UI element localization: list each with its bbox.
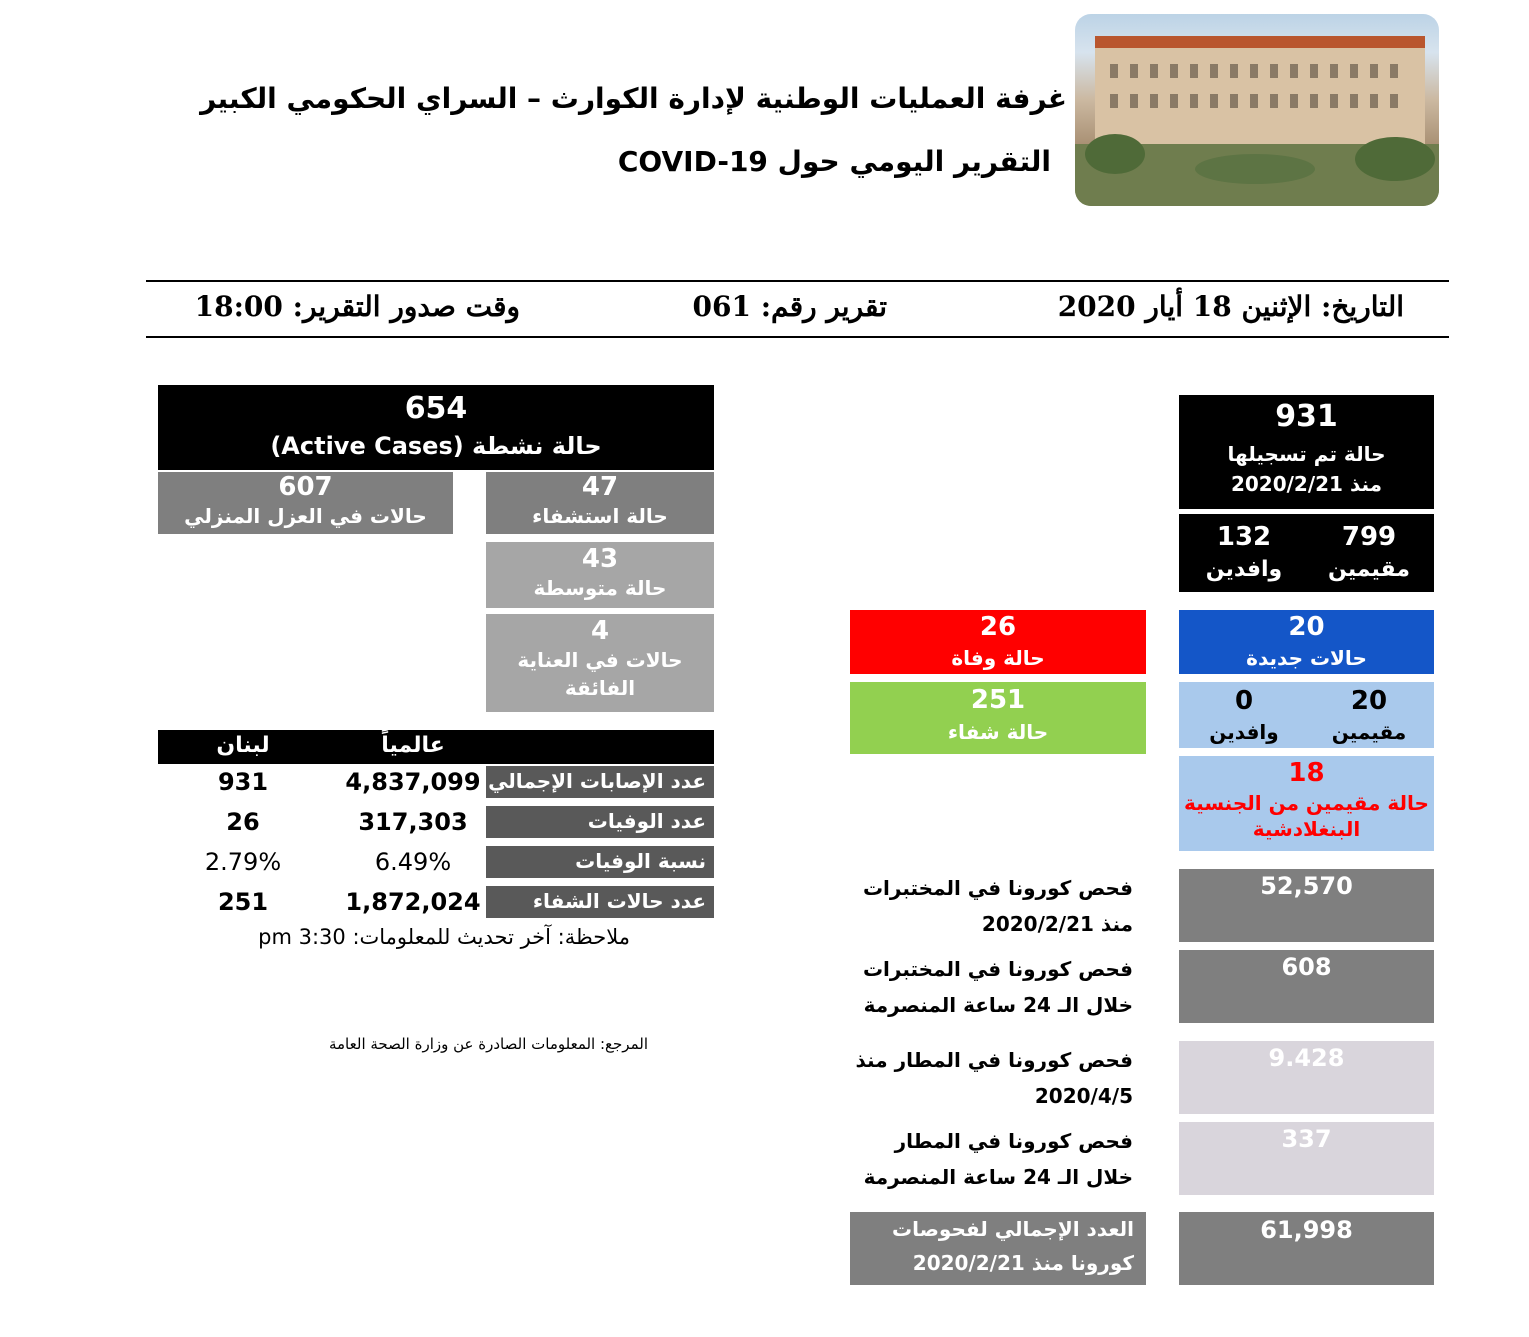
- lab-tests-total-label-line1: فحص كورونا في المختبرات: [862, 876, 1133, 900]
- report-title: غرفة العمليات الوطنية لإدارة الكوارث – السراي الحكومي الكبير: [200, 82, 1067, 115]
- lab-tests-24h-label-line2: خلال الـ 24 ساعة المنصرمة: [863, 993, 1133, 1017]
- bangladeshi-label-line1: حالة مقيمين من الجنسية: [1184, 791, 1429, 815]
- new-residents-label: مقيمين: [1331, 720, 1407, 744]
- recovered-label: حالة شفاء: [947, 720, 1049, 744]
- update-note: ملاحظة: آخر تحديث للمعلومات: 3:30 pm: [258, 925, 630, 949]
- row-label-deaths: عدد الوفيات: [486, 806, 714, 838]
- total-tests-label-box: [850, 1212, 1146, 1285]
- total-tests-box: [1179, 1212, 1434, 1285]
- arrivals-label: وافدين: [1205, 557, 1283, 582]
- airport-tests-total-box: [1179, 1041, 1434, 1114]
- row-label-total-cases: عدد الإصابات الإجمالي: [486, 766, 714, 798]
- total-tests-label-line1: العدد الإجمالي لفحوصات: [891, 1217, 1134, 1241]
- arrivals-value: 132: [1216, 522, 1272, 552]
- registered-cases-count: 931: [1275, 399, 1338, 434]
- lab-tests-total-box: [1179, 869, 1434, 942]
- comparison-header: [158, 730, 714, 764]
- registered-breakdown-box: [1179, 514, 1434, 592]
- icu-box: [486, 614, 714, 712]
- icu-label-line2: الفائقة: [564, 676, 636, 700]
- row-label-recovered: عدد حالات الشفاء: [486, 886, 714, 918]
- registered-cases-label: حالة تم تسجيلها: [1227, 442, 1386, 466]
- registered-since: منذ 2020/2/21: [1230, 472, 1383, 496]
- icu-value: 4: [590, 616, 610, 646]
- lebanon-value: 26: [226, 808, 260, 836]
- airport-tests-24h-label-line2: خلال الـ 24 ساعة المنصرمة: [863, 1165, 1133, 1189]
- new-arrivals-label: وافدين: [1209, 720, 1279, 744]
- lebanon-value: 251: [217, 888, 269, 916]
- airport-tests-total-label: [856, 1042, 1134, 1114]
- new-residents-value: 20: [1350, 686, 1388, 716]
- row-label-death-rate: نسبة الوفيات: [486, 846, 714, 878]
- top-rule: [146, 280, 1449, 282]
- global-value: 4,837,099: [345, 768, 481, 796]
- home-isolation-label: حالات في العزل المنزلي: [184, 504, 427, 528]
- grand-serail-photo: [1075, 14, 1439, 206]
- new-cases-label: حالات جديدة: [1246, 646, 1367, 670]
- airport-tests-24h-label: [864, 1123, 1133, 1195]
- home-isolation-box: [158, 472, 453, 534]
- lab-tests-24h-box: [1179, 950, 1434, 1023]
- bottom-rule: [146, 336, 1449, 338]
- global-value: 1,872,024: [345, 888, 481, 916]
- header-global: عالمياً: [381, 733, 445, 758]
- lebanon-value: 2.79%: [204, 848, 282, 876]
- issue-time: وقت صدور التقرير: 18:00: [194, 290, 520, 323]
- new-cases-value: 20: [1288, 612, 1325, 642]
- source-note: المرجع: المعلومات الصادرة عن وزارة الصحة العامة: [328, 1035, 648, 1053]
- deaths-label: حالة وفاة: [951, 646, 1045, 670]
- report-subtitle: التقرير اليومي حول COVID-19: [617, 145, 1051, 178]
- lab-tests-24h-value: 608: [1281, 953, 1332, 981]
- global-value: 317,303: [358, 808, 468, 836]
- total-tests-label-line2: كورونا منذ 2020/2/21: [912, 1251, 1134, 1275]
- deaths-box: [850, 610, 1146, 674]
- registered-residents: [1314, 518, 1424, 584]
- moderate-box: [486, 542, 714, 608]
- lab-tests-24h-label: [863, 951, 1133, 1023]
- airport-tests-total-value: 9.428: [1268, 1044, 1345, 1072]
- lebanon-value: 931: [217, 768, 269, 796]
- new-cases-box: [1179, 610, 1434, 674]
- recovered-value: 251: [970, 685, 1026, 715]
- icu-label-line1: حالات في العناية: [517, 648, 683, 672]
- registered-arrivals: [1189, 518, 1299, 584]
- hospitalized-label: حالة استشفاء: [532, 504, 668, 528]
- new-arrivals-value: 0: [1234, 686, 1254, 716]
- active-cases-label: حالة نشطة (Active Cases): [270, 432, 602, 460]
- total-tests-value: 61,998: [1260, 1216, 1353, 1244]
- moderate-label: حالة متوسطة: [533, 576, 667, 600]
- active-cases-box: [158, 385, 714, 470]
- deaths-value: 26: [979, 612, 1017, 642]
- global-value: 6.49%: [374, 848, 452, 876]
- new-residents: [1314, 684, 1424, 746]
- registered-cases-box: [1179, 395, 1434, 509]
- bangladeshi-label-line2: البنغلادشية: [1252, 817, 1361, 841]
- bangladeshi-cases-box: [1179, 756, 1434, 851]
- airport-tests-24h-label-line1: فحص كورونا في المطار: [894, 1129, 1133, 1153]
- lab-tests-total-label: [863, 870, 1133, 942]
- report-number: تقرير رقم: 061: [692, 290, 887, 323]
- lab-tests-total-value: 52,570: [1260, 872, 1353, 900]
- airport-tests-total-label-line1: فحص كورونا في المطار منذ: [855, 1048, 1133, 1072]
- header-lebanon: لبنان: [216, 733, 270, 758]
- active-cases-count: 654: [404, 391, 468, 426]
- airport-tests-total-label-line2: 2020/4/5: [1034, 1084, 1133, 1108]
- lab-tests-total-label-line2: منذ 2020/2/21: [981, 912, 1133, 936]
- airport-tests-24h-value: 337: [1281, 1125, 1332, 1153]
- new-arrivals: [1189, 684, 1299, 746]
- residents-value: 799: [1341, 522, 1397, 552]
- moderate-value: 43: [581, 544, 619, 574]
- lab-tests-24h-label-line1: فحص كورونا في المختبرات: [862, 957, 1133, 981]
- home-isolation-value: 607: [278, 472, 333, 502]
- hospitalized-value: 47: [581, 472, 619, 502]
- report-date: التاريخ: الإثنين 18 أيار 2020: [1057, 290, 1404, 323]
- residents-label: مقيمين: [1328, 557, 1410, 582]
- new-cases-breakdown-box: [1179, 682, 1434, 748]
- airport-tests-24h-box: [1179, 1122, 1434, 1195]
- recovered-box: [850, 682, 1146, 754]
- hospitalized-box: [486, 472, 714, 534]
- bangladeshi-value: 18: [1288, 758, 1325, 788]
